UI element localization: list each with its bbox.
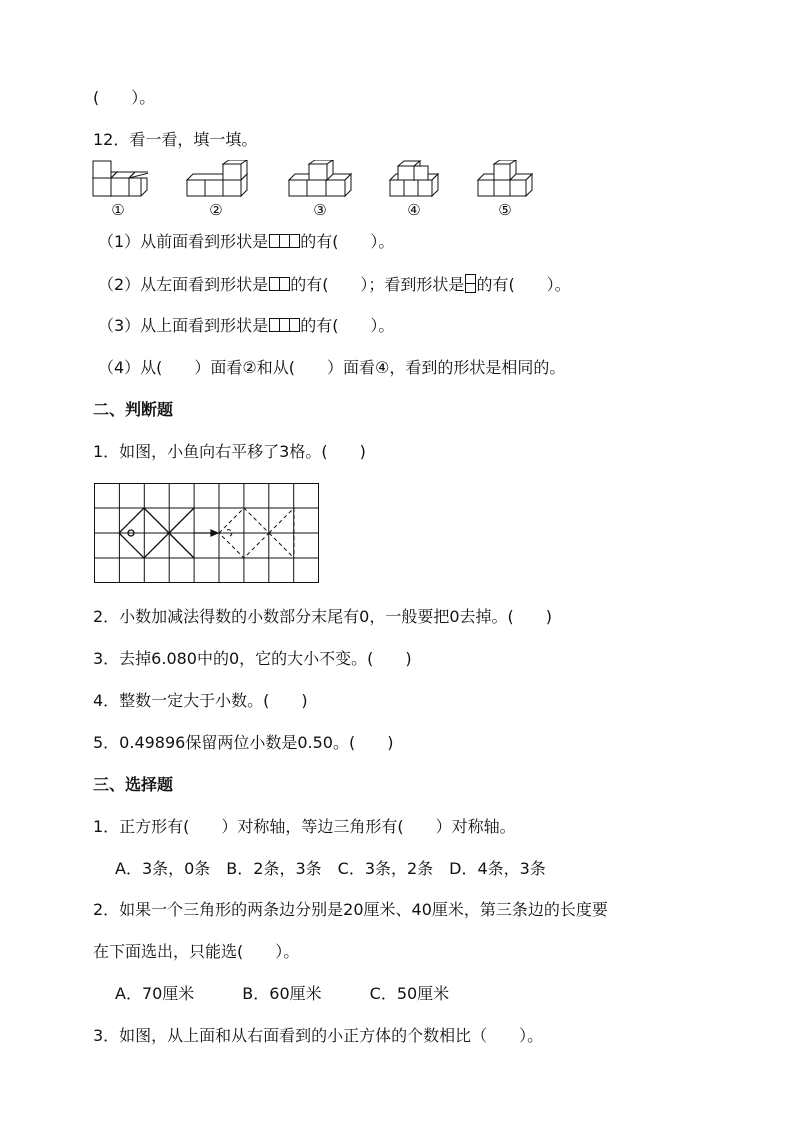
q12-title: 12．看一看，填一填。 xyxy=(93,130,258,149)
choice-q1-options: A．3条，0条 B．2条，3条 C．3条，2条 D．4条，3条 xyxy=(115,859,546,878)
choice-q3: 3．如图，从上面和从右面看到的小正方体的个数相比（ ）。 xyxy=(93,1026,544,1045)
cube-figure-4 xyxy=(389,160,439,200)
cube-label-4: ④ xyxy=(407,201,421,219)
judgement-q4: 4．整数一定大于小数。( ) xyxy=(93,691,308,710)
cube-figure-1 xyxy=(92,160,148,200)
cube-label-1: ① xyxy=(111,201,125,219)
choice-q2-options: A．70厘米 B．60厘米 C．50厘米 xyxy=(115,984,450,1003)
cube-figure-2 xyxy=(186,160,248,200)
shape-three-squares-icon xyxy=(269,232,299,252)
section-choice-heading: 三、选择题 xyxy=(93,775,174,794)
q12-sub2 xyxy=(98,274,571,295)
fish-grid-figure xyxy=(94,483,320,583)
judgement-q5: 5．0.49896保留两位小数是0.50。( ) xyxy=(93,733,394,752)
line-blank-answer: ( ）。 xyxy=(93,88,156,107)
judgement-q3: 3．去掉6.080中的0，它的大小不变。( ) xyxy=(93,649,412,668)
shape-three-squares-icon xyxy=(269,316,299,336)
choice-q2-line2: 在下面选出，只能选( ）。 xyxy=(93,942,300,961)
cube-figure-5 xyxy=(477,160,533,200)
judgement-q2: 2．小数加减法得数的小数部分末尾有0，一般要把0去掉。( ) xyxy=(93,607,553,626)
shape-vertical-two-squares-icon xyxy=(465,274,475,293)
q12-sub1 xyxy=(98,232,394,252)
cube-label-2: ② xyxy=(209,201,223,219)
q12-sub3-text-b: 的有( ）。 xyxy=(300,316,395,335)
q12-sub1-text-b: 的有( ）。 xyxy=(300,232,395,251)
shape-two-squares-icon xyxy=(269,275,289,295)
q12-sub3-text-a: （3）从上面看到形状是 xyxy=(98,316,269,335)
q12-sub3 xyxy=(98,316,394,336)
q12-sub2-text-b: 的有( ）；看到形状是 xyxy=(290,275,465,294)
q12-sub4: （4）从( ）面看②和从( ）面看④，看到的形状是相同的。 xyxy=(98,358,566,377)
cube-label-5: ⑤ xyxy=(498,201,512,219)
choice-q1: 1．正方形有( ）对称轴，等边三角形有( ）对称轴。 xyxy=(93,817,516,836)
choice-q2-line1: 2．如果一个三角形的两条边分别是20厘米、40厘米，第三条边的长度要 xyxy=(93,900,608,919)
q12-sub1-text-a: （1）从前面看到形状是 xyxy=(98,232,269,251)
q12-sub2-text-c: 的有( ）。 xyxy=(476,275,571,294)
cube-figure-3 xyxy=(288,160,352,200)
judgement-q1: 1．如图，小鱼向右平移了3格。( ) xyxy=(93,442,366,461)
q12-sub2-text-a: （2）从左面看到形状是 xyxy=(98,275,269,294)
section-judgement-heading: 二、判断题 xyxy=(93,400,174,419)
cube-label-3: ③ xyxy=(313,201,327,219)
arrow-right-icon xyxy=(194,530,218,536)
